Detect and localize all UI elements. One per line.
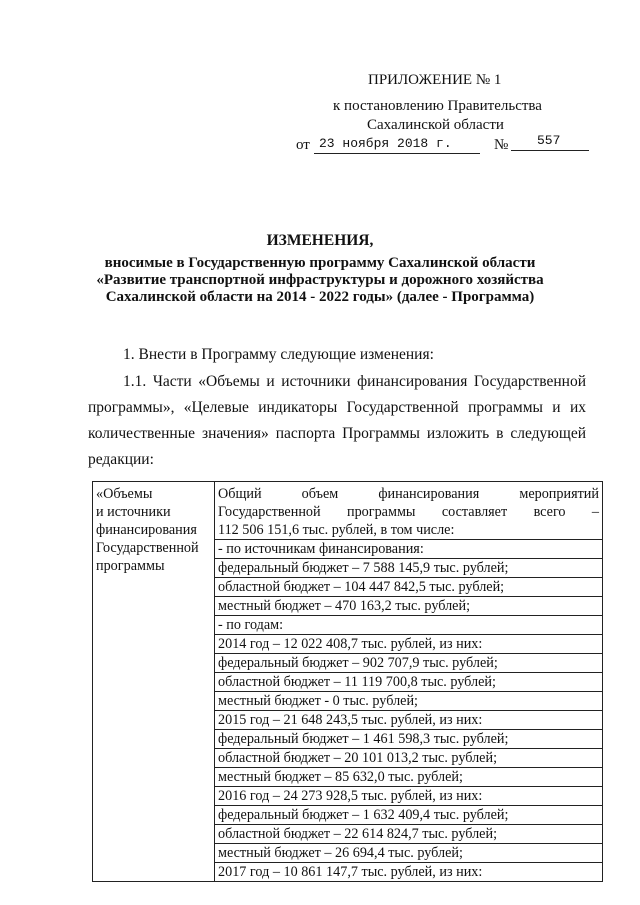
value-line: 2016 год – 24 273 928,5 тыс. рублей, из них: (215, 787, 602, 806)
number-label: № (494, 137, 509, 153)
value-line: областной бюджет – 104 447 842,5 тыс. рублей; (215, 578, 602, 597)
label-line: и источники (96, 504, 171, 520)
paragraph-1: 1. Внести в Программу следующие изменения: (123, 346, 434, 363)
value-line: федеральный бюджет – 1 632 409,4 тыс. рублей; (215, 806, 602, 825)
value-line: областной бюджет – 11 119 700,8 тыс. рублей; (215, 673, 602, 692)
doc-title-line-1: вносимые в Государственную программу Сахалинской области (104, 255, 536, 271)
label-line: программы (96, 558, 165, 574)
value-line: федеральный бюджет – 7 588 145,9 тыс. рублей; (215, 559, 602, 578)
doc-title-line-3: Сахалинской области на 2014 - 2022 годы» (далее - Программа) (105, 289, 535, 305)
date-underline (314, 153, 480, 154)
value-line: - по источникам финансирования: (215, 540, 602, 559)
value-line: федеральный бюджет – 902 707,9 тыс. рублей; (215, 654, 602, 673)
number-value: 557 (537, 133, 561, 148)
value-line: Общий объем финансирования мероприятий (218, 486, 599, 502)
label-line: «Объемы (96, 486, 153, 502)
appendix-title: ПРИЛОЖЕНИЕ № 1 (368, 72, 502, 88)
paragraph-2-line-4: редакции: (88, 451, 154, 468)
value-line: местный бюджет - 0 тыс. рублей; (215, 692, 602, 711)
value-line: 2015 год – 21 648 243,5 тыс. рублей, из них: (215, 711, 602, 730)
paragraph-2-line-2: программы», «Целевые индикаторы Государственной программы и их (88, 399, 586, 416)
resolution-line: к постановлению Правительства (333, 98, 542, 114)
number-underline (511, 150, 589, 151)
value-line: местный бюджет – 470 163,2 тыс. рублей; (215, 597, 602, 616)
value-line: Государственной программы составляет всего – (218, 504, 599, 520)
date-label: от (296, 137, 310, 153)
label-line: Государственной (96, 540, 199, 556)
table-label-cell (93, 482, 215, 882)
table-value-cell (215, 482, 603, 882)
paragraph-2-line-1: 1.1. Части «Объемы и источники финансирования Государственной (123, 373, 586, 390)
value-line: областной бюджет – 22 614 824,7 тыс. рублей; (215, 825, 602, 844)
value-line: 2017 год – 10 861 147,7 тыс. рублей, из них: (218, 864, 483, 880)
value-line: - по годам: (215, 616, 602, 635)
value-line: местный бюджет – 26 694,4 тыс. рублей; (215, 844, 602, 863)
financing-table (92, 481, 603, 882)
doc-title-line-2: «Развитие транспортной инфраструктуры и дорожного хозяйства (96, 272, 544, 288)
value-line: 2014 год – 12 022 408,7 тыс. рублей, из них: (215, 635, 602, 654)
value-line: 112 506 151,6 тыс. рублей, в том числе: (215, 521, 602, 540)
label-line: финансирования (96, 522, 197, 538)
value-line: федеральный бюджет – 1 461 598,3 тыс. рублей; (215, 730, 602, 749)
value-line: областной бюджет – 20 101 013,2 тыс. рублей; (215, 749, 602, 768)
value-line: местный бюджет – 85 632,0 тыс. рублей; (215, 768, 602, 787)
paragraph-2-line-3: количественные значения» паспорта Программы изложить в следующей (88, 425, 586, 442)
doc-heading: ИЗМЕНЕНИЯ, (266, 232, 374, 249)
date-value: 23 ноября 2018 г. (319, 136, 452, 151)
table-row (93, 482, 603, 882)
region-line: Сахалинской области (367, 117, 504, 133)
